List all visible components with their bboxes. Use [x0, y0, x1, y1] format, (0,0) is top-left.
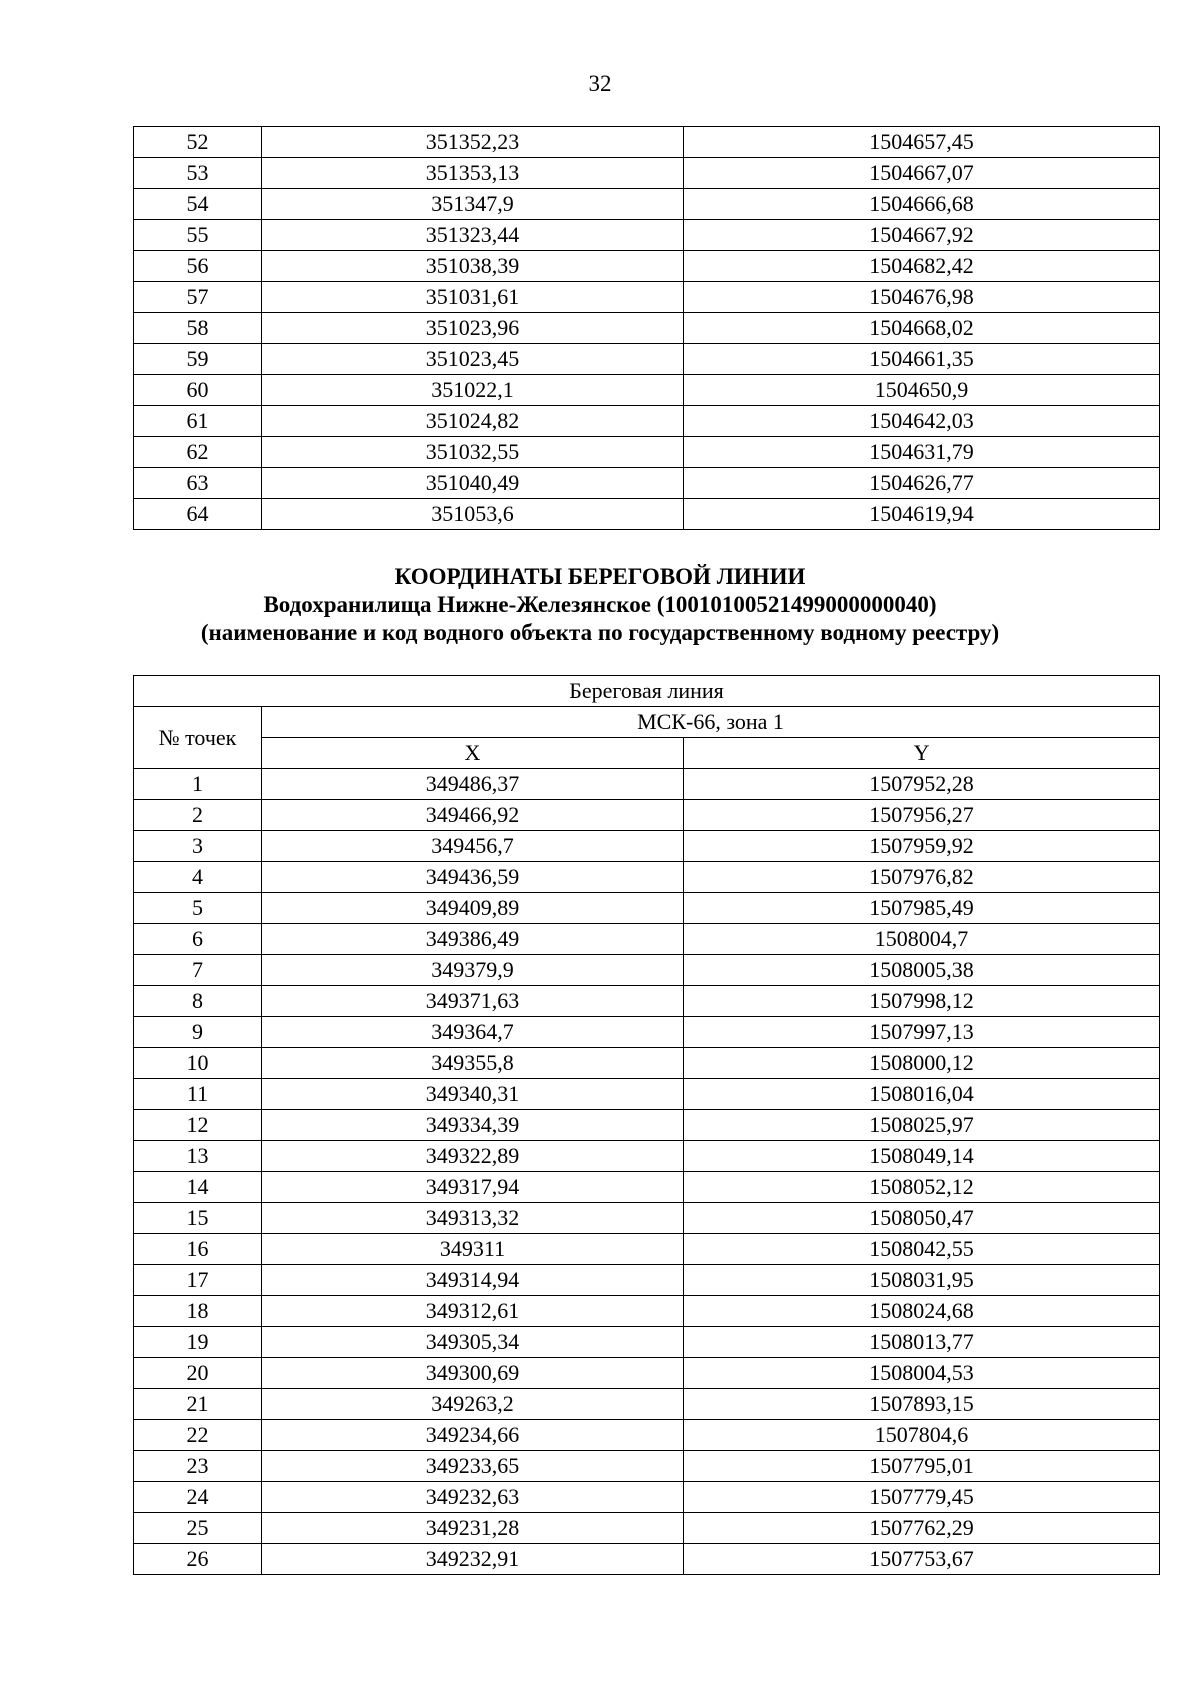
table-row — [134, 1358, 1160, 1389]
cell-x: 349234,66 — [262, 1420, 684, 1451]
cell-x: 349334,39 — [262, 1110, 684, 1141]
cell-point-number: 63 — [134, 468, 262, 499]
cell-point-number: 26 — [134, 1544, 262, 1575]
cell-y: 1507753,67 — [684, 1544, 1160, 1575]
water-object-name: Водохранилища Нижне-Железянское (10010100521499000000040) — [263, 592, 937, 617]
cell-y: 1508016,04 — [684, 1079, 1160, 1110]
table-row — [134, 344, 1160, 375]
table-row — [134, 251, 1160, 282]
cell-x: 349233,65 — [262, 1451, 684, 1482]
cell-point-number: 62 — [134, 437, 262, 468]
table-row — [134, 955, 1160, 986]
cell-point-number: 5 — [134, 893, 262, 924]
cell-point-number: 55 — [134, 220, 262, 251]
cell-point-number: 8 — [134, 986, 262, 1017]
section-note: (наименование и код водного объекта по государственному водному реестру) — [200, 620, 1000, 645]
cell-y: 1508004,7 — [684, 924, 1160, 955]
cell-x: 351032,55 — [262, 437, 684, 468]
cell-x: 349300,69 — [262, 1358, 684, 1389]
cell-x: 349371,63 — [262, 986, 684, 1017]
cell-y: 1507893,15 — [684, 1389, 1160, 1420]
cell-point-number: 3 — [134, 831, 262, 862]
table-row — [134, 1141, 1160, 1172]
cell-point-number: 25 — [134, 1513, 262, 1544]
cell-x: 349355,8 — [262, 1048, 684, 1079]
table-row — [134, 1234, 1160, 1265]
cell-x: 351352,23 — [262, 127, 684, 158]
cell-y: 1508049,14 — [684, 1141, 1160, 1172]
cell-x: 349311 — [262, 1234, 684, 1265]
cell-point-number: 60 — [134, 375, 262, 406]
cell-y: 1504619,94 — [684, 499, 1160, 530]
cell-point-number: 11 — [134, 1079, 262, 1110]
cell-y: 1508005,38 — [684, 955, 1160, 986]
cell-point-number: 12 — [134, 1110, 262, 1141]
table-row — [134, 499, 1160, 530]
table-row — [134, 831, 1160, 862]
cell-point-number: 23 — [134, 1451, 262, 1482]
cell-y: 1507998,12 — [684, 986, 1160, 1017]
cell-point-number: 13 — [134, 1141, 262, 1172]
shoreline-coordinates-table — [133, 675, 1160, 1575]
cell-point-number: 4 — [134, 862, 262, 893]
cell-x: 349379,9 — [262, 955, 684, 986]
cell-y: 1504676,98 — [684, 282, 1160, 313]
cell-x: 349232,63 — [262, 1482, 684, 1513]
cell-point-number: 20 — [134, 1358, 262, 1389]
cell-x: 351023,45 — [262, 344, 684, 375]
table-row — [134, 437, 1160, 468]
table-header — [134, 676, 1160, 769]
cell-point-number: 6 — [134, 924, 262, 955]
table-row — [134, 375, 1160, 406]
cell-point-number: 54 — [134, 189, 262, 220]
table-row — [134, 127, 1160, 158]
table-row — [134, 1079, 1160, 1110]
cell-x: 349317,94 — [262, 1172, 684, 1203]
table-row — [134, 1513, 1160, 1544]
cell-x: 349231,28 — [262, 1513, 684, 1544]
page-number: 32 — [588, 71, 612, 96]
cell-point-number: 58 — [134, 313, 262, 344]
cell-point-number: 56 — [134, 251, 262, 282]
cell-y: 1504682,42 — [684, 251, 1160, 282]
cell-y: 1508013,77 — [684, 1327, 1160, 1358]
cell-point-number: 15 — [134, 1203, 262, 1234]
section-title: КООРДИНАТЫ БЕРЕГОВОЙ ЛИНИИ — [394, 564, 806, 589]
cell-y: 1504667,92 — [684, 220, 1160, 251]
cell-x: 349232,91 — [262, 1544, 684, 1575]
cell-x: 349486,37 — [262, 769, 684, 800]
cell-y: 1507762,29 — [684, 1513, 1160, 1544]
table-row — [134, 189, 1160, 220]
table-row — [134, 220, 1160, 251]
cell-x: 349313,32 — [262, 1203, 684, 1234]
table-row — [134, 313, 1160, 344]
table-row — [134, 1048, 1160, 1079]
cell-x: 351053,6 — [262, 499, 684, 530]
cell-y: 1507956,27 — [684, 800, 1160, 831]
table-row — [134, 468, 1160, 499]
cell-x: 351022,1 — [262, 375, 684, 406]
table-row — [134, 1265, 1160, 1296]
header-row — [134, 738, 1160, 769]
header-row — [134, 676, 1160, 707]
cell-x: 349466,92 — [262, 800, 684, 831]
cell-y: 1504626,77 — [684, 468, 1160, 499]
table-row — [134, 1482, 1160, 1513]
cell-point-number: 24 — [134, 1482, 262, 1513]
cell-point-number: 7 — [134, 955, 262, 986]
table-row — [134, 800, 1160, 831]
cell-x: 351347,9 — [262, 189, 684, 220]
table-body — [134, 769, 1160, 1575]
cell-y: 1508024,68 — [684, 1296, 1160, 1327]
cell-y: 1504631,79 — [684, 437, 1160, 468]
table-row — [134, 1110, 1160, 1141]
cell-y: 1508042,55 — [684, 1234, 1160, 1265]
cell-point-number: 21 — [134, 1389, 262, 1420]
cell-x: 349436,59 — [262, 862, 684, 893]
cell-y: 1508000,12 — [684, 1048, 1160, 1079]
cell-point-number: 64 — [134, 499, 262, 530]
table-row — [134, 924, 1160, 955]
cell-x: 349386,49 — [262, 924, 684, 955]
cell-y: 1507959,92 — [684, 831, 1160, 862]
table-row — [134, 282, 1160, 313]
cell-y: 1508052,12 — [684, 1172, 1160, 1203]
coordinate-system-header: МСК-66, зона 1 — [262, 707, 1160, 738]
table-row — [134, 893, 1160, 924]
cell-x: 351024,82 — [262, 406, 684, 437]
cell-y: 1504667,07 — [684, 158, 1160, 189]
cell-y: 1508031,95 — [684, 1265, 1160, 1296]
cell-point-number: 59 — [134, 344, 262, 375]
cell-x: 351023,96 — [262, 313, 684, 344]
table-row — [134, 1017, 1160, 1048]
column-header-y: Y — [684, 738, 1160, 769]
cell-x: 349364,7 — [262, 1017, 684, 1048]
cell-x: 349263,2 — [262, 1389, 684, 1420]
cell-y: 1504657,45 — [684, 127, 1160, 158]
cell-point-number: 1 — [134, 769, 262, 800]
cell-y: 1507952,28 — [684, 769, 1160, 800]
table-row — [134, 986, 1160, 1017]
cell-x: 349456,7 — [262, 831, 684, 862]
table-row — [134, 769, 1160, 800]
cell-y: 1507985,49 — [684, 893, 1160, 924]
table-caption: Береговая линия — [134, 676, 1160, 707]
cell-y: 1507976,82 — [684, 862, 1160, 893]
cell-x: 349409,89 — [262, 893, 684, 924]
table-row — [134, 862, 1160, 893]
cell-y: 1507997,13 — [684, 1017, 1160, 1048]
column-header-x: X — [262, 738, 684, 769]
cell-x: 351323,44 — [262, 220, 684, 251]
cell-y: 1508050,47 — [684, 1203, 1160, 1234]
cell-y: 1507779,45 — [684, 1482, 1160, 1513]
cell-point-number: 61 — [134, 406, 262, 437]
cell-x: 351031,61 — [262, 282, 684, 313]
table-body — [134, 127, 1160, 530]
table-row — [134, 1172, 1160, 1203]
cell-point-number: 2 — [134, 800, 262, 831]
table-row — [134, 1544, 1160, 1575]
table-row — [134, 1451, 1160, 1482]
cell-point-number: 14 — [134, 1172, 262, 1203]
cell-x: 351040,49 — [262, 468, 684, 499]
cell-point-number: 10 — [134, 1048, 262, 1079]
table-row — [134, 1203, 1160, 1234]
cell-x: 349322,89 — [262, 1141, 684, 1172]
cell-y: 1508004,53 — [684, 1358, 1160, 1389]
cell-y: 1504666,68 — [684, 189, 1160, 220]
cell-x: 349312,61 — [262, 1296, 684, 1327]
cell-x: 349340,31 — [262, 1079, 684, 1110]
cell-x: 351038,39 — [262, 251, 684, 282]
table-row — [134, 406, 1160, 437]
cell-point-number: 16 — [134, 1234, 262, 1265]
cell-point-number: 53 — [134, 158, 262, 189]
coordinates-table-continued — [133, 126, 1160, 530]
cell-point-number: 52 — [134, 127, 262, 158]
cell-point-number: 19 — [134, 1327, 262, 1358]
cell-point-number: 22 — [134, 1420, 262, 1451]
cell-point-number: 57 — [134, 282, 262, 313]
cell-x: 349314,94 — [262, 1265, 684, 1296]
cell-y: 1507795,01 — [684, 1451, 1160, 1482]
table-row — [134, 158, 1160, 189]
cell-y: 1508025,97 — [684, 1110, 1160, 1141]
header-row — [134, 707, 1160, 738]
cell-y: 1504642,03 — [684, 406, 1160, 437]
cell-point-number: 17 — [134, 1265, 262, 1296]
table-row — [134, 1420, 1160, 1451]
cell-y: 1504668,02 — [684, 313, 1160, 344]
table-row — [134, 1327, 1160, 1358]
cell-x: 349305,34 — [262, 1327, 684, 1358]
table-row — [134, 1389, 1160, 1420]
cell-point-number: 9 — [134, 1017, 262, 1048]
cell-x: 351353,13 — [262, 158, 684, 189]
cell-point-number: 18 — [134, 1296, 262, 1327]
cell-y: 1507804,6 — [684, 1420, 1160, 1451]
cell-y: 1504661,35 — [684, 344, 1160, 375]
column-header-points: № точек — [134, 707, 262, 769]
cell-y: 1504650,9 — [684, 375, 1160, 406]
table-row — [134, 1296, 1160, 1327]
